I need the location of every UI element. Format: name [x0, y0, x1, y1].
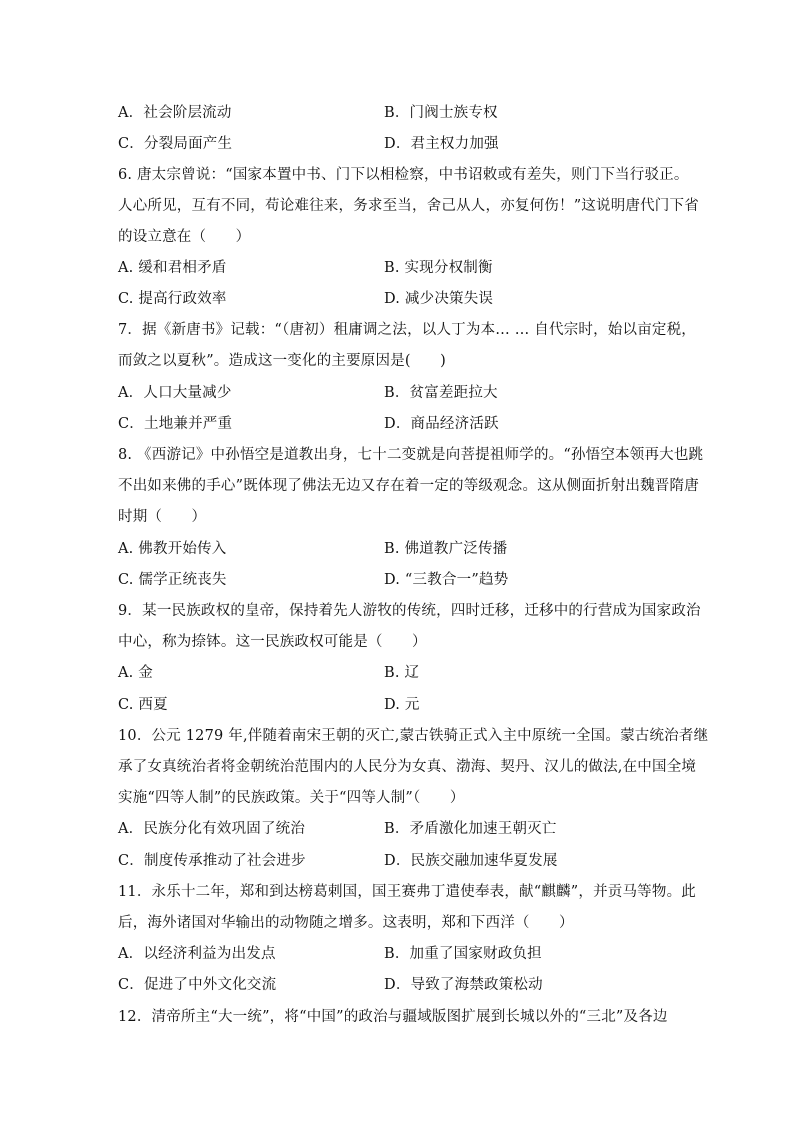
q9-stem-line-1: 9．某一民族政权的皇帝，保持着先人游牧的传统，四时迁移，迁移中的行营成为国家政治	[118, 603, 701, 619]
q11-option-a: A．以经济利益为出发点	[118, 946, 276, 962]
q5-option-b: B．门阀士族专权	[384, 105, 498, 121]
q11-stem-line-2: 后，海外诸国对华输出的动物随之增多。这表明，郑和下西洋（ ）	[118, 915, 574, 931]
q9-option-d: D. 元	[384, 697, 420, 713]
q7-option-d: D．商品经济活跃	[384, 416, 499, 432]
q8-option-c: C. 儒学正统丧失	[118, 572, 227, 588]
q10-stem-line-1: 10．公元 1279 年,伴随着南宋王朝的灭亡,蒙古铁骑正式入主中原统一全国。蒙古统治者继	[118, 728, 709, 744]
q8-stem-line-3: 时期（ ）	[118, 509, 207, 525]
q6-stem-line-2: 人心所见，互有不同，苟论难往来，务求至当，舍己从人，亦复何伤！”这说明唐代门下省	[118, 198, 699, 214]
q11-option-c: C．促进了中外文化交流	[118, 977, 277, 993]
q7-option-c: C．土地兼并严重	[118, 416, 233, 432]
q6-option-b: B. 实现分权制衡	[384, 260, 493, 276]
q10-option-d: D．民族交融加速华夏发展	[384, 853, 558, 869]
q8-option-d: D. “三教合一”趋势	[384, 572, 509, 588]
q7-stem-line-2: 而敛之以夏秋”。造成这一变化的主要原因是( )	[118, 353, 447, 369]
q7-option-a: A．人口大量减少	[118, 385, 232, 401]
q5-option-d: D．君主权力加强	[384, 136, 499, 152]
q6-option-a: A. 缓和君相矛盾	[118, 260, 227, 276]
q6-option-d: D. 减少决策失误	[384, 291, 494, 307]
q10-option-a: A．民族分化有效巩固了统治	[118, 821, 306, 837]
q9-stem-line-2: 中心，称为捺钵。这一民族政权可能是（ ）	[118, 634, 427, 650]
q10-stem-line-2: 承了女真统治者将金朝统治范围内的人民分为女真、渤海、契丹、汉儿的做法,在中国全境	[118, 759, 697, 775]
q8-stem-line-2: 不出如来佛的手心”既体现了佛法无边又存在着一定的等级观念。这从侧面折射出魏晋隋唐	[118, 478, 699, 494]
q10-option-b: B．矛盾激化加速王朝灭亡	[384, 821, 557, 837]
q9-option-c: C. 西夏	[118, 697, 168, 713]
q5-option-c: C．分裂局面产生	[118, 136, 233, 152]
q11-stem-line-1: 11．永乐十二年，郑和到达榜葛剌国，国王赛弗丁遣使奉表，献“麒麟”，并贡马等物。此	[118, 884, 696, 900]
q7-option-b: B．贫富差距拉大	[384, 385, 498, 401]
q8-option-b: B. 佛道教广泛传播	[384, 541, 508, 557]
q11-option-d: D．导致了海禁政策松动	[384, 977, 543, 993]
q6-option-c: C. 提高行政效率	[118, 291, 227, 307]
q12-stem-line-1: 12．清帝所主“大一统”，将“中国”的政治与疆域版图扩展到长城以外的“三北”及各边	[118, 1009, 668, 1025]
q8-option-a: A. 佛教开始传入	[118, 541, 227, 557]
q10-stem-line-3: 实施“四等人制”的民族政策。关于“四等人制”（ ）	[118, 790, 465, 806]
q11-option-b: B．加重了国家财政负担	[384, 946, 542, 962]
q9-option-b: B. 辽	[384, 665, 420, 681]
q8-stem-line-1: 8. 《西游记》中孙悟空是道教出身，七十二变就是向菩提祖师学的。“孙悟空本领再大也跳	[118, 447, 704, 463]
q5-option-a: A．社会阶层流动	[118, 105, 232, 121]
q10-option-c: C．制度传承推动了社会进步	[118, 853, 306, 869]
q7-stem-line-1: 7．据《新唐书》记载：“（唐初）租庸调之法，以人丁为本… … 自代宗时，始以亩定税，	[118, 322, 697, 338]
q6-stem-line-3: 的设立意在（ ）	[118, 229, 251, 245]
q6-stem-line-1: 6. 唐太宗曾说：“国家本置中书、门下以相检察，中书诏敕或有差失，则门下当行驳正。	[118, 167, 689, 183]
q9-option-a: A. 金	[118, 665, 153, 681]
